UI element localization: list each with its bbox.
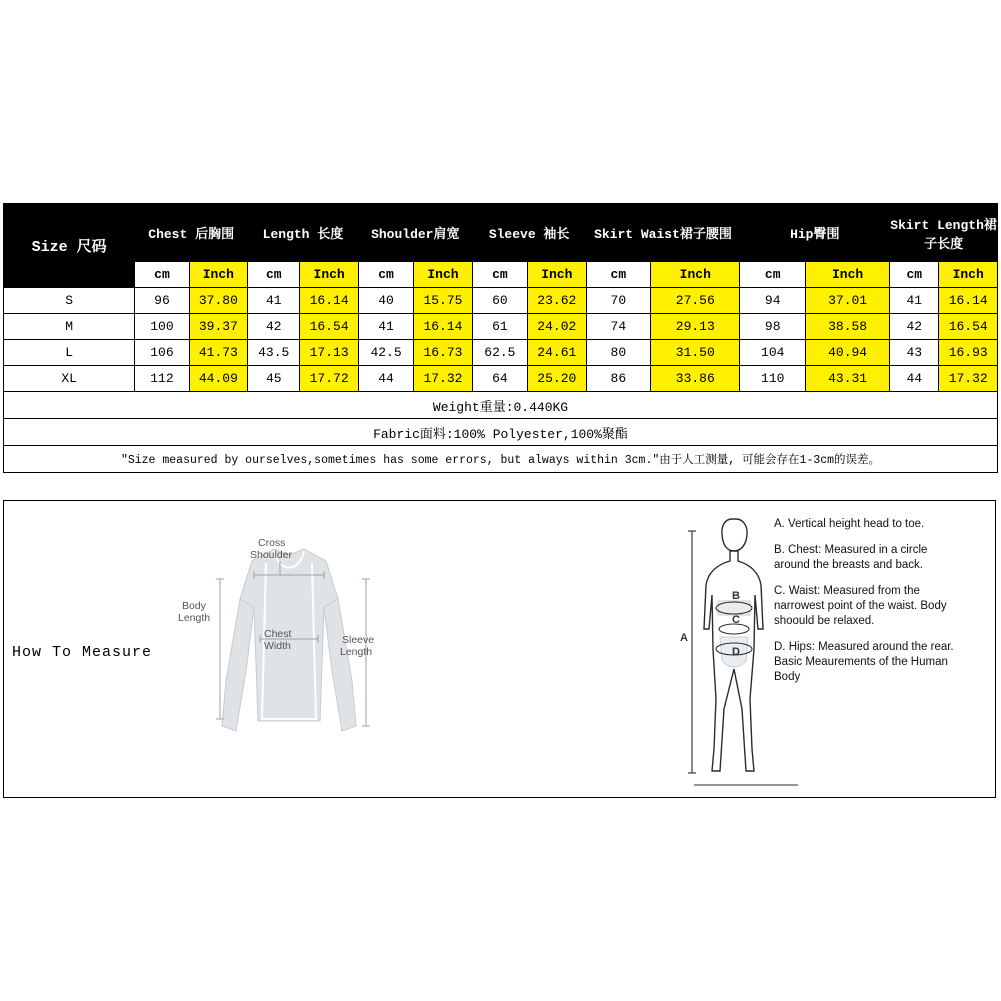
unit-waist-cm: cm bbox=[586, 262, 651, 288]
cell: 17.32 bbox=[414, 366, 472, 392]
cell: 44 bbox=[890, 366, 939, 392]
table-footer-row bbox=[4, 392, 998, 419]
marker-c: C bbox=[732, 614, 740, 626]
cell: 42.5 bbox=[358, 340, 413, 366]
cell: 86 bbox=[586, 366, 651, 392]
body-length-label-line1: Body bbox=[182, 600, 206, 612]
cell: 23.62 bbox=[528, 288, 586, 314]
legend-item-b: B. Chest: Measured in a circle around the breasts and back. bbox=[774, 544, 928, 571]
cell: 25.20 bbox=[528, 366, 586, 392]
cell: 37.80 bbox=[189, 288, 247, 314]
unit-shoulder-inch: Inch bbox=[414, 262, 472, 288]
table-row bbox=[4, 366, 998, 392]
cell: 16.14 bbox=[300, 288, 358, 314]
cell: 24.02 bbox=[528, 314, 586, 340]
cell: 16.14 bbox=[414, 314, 472, 340]
cell: 41 bbox=[248, 288, 300, 314]
cell: 42 bbox=[890, 314, 939, 340]
header-sleeve: Sleeve 袖长 bbox=[472, 204, 586, 262]
header-shoulder: Shoulder肩宽 bbox=[358, 204, 472, 262]
row-size-label: L bbox=[4, 340, 135, 366]
cell: 37.01 bbox=[806, 288, 890, 314]
cell: 98 bbox=[740, 314, 806, 340]
cell: 110 bbox=[740, 366, 806, 392]
cell: 16.54 bbox=[939, 314, 998, 340]
cell: 16.54 bbox=[300, 314, 358, 340]
tolerance-note: "Size measured by ourselves,sometimes has some errors, but always within 3cm."由于人工测量, 可能会存在1-3cm的误差。 bbox=[4, 446, 998, 473]
header-skirt-waist: Skirt Waist裙子腰围 bbox=[586, 204, 740, 262]
unit-length-inch: Inch bbox=[300, 262, 358, 288]
measure-legend bbox=[774, 517, 954, 696]
how-to-measure-panel bbox=[3, 500, 996, 798]
how-to-measure-title: How To Measure bbox=[12, 644, 153, 661]
sleeve-length-label-line1: Sleeve bbox=[342, 634, 375, 646]
cell: 96 bbox=[135, 288, 189, 314]
cell: 44.09 bbox=[189, 366, 247, 392]
cell: 44 bbox=[358, 366, 413, 392]
table-row bbox=[4, 288, 998, 314]
unit-length-cm: cm bbox=[248, 262, 300, 288]
header-chest: Chest 后胸围 bbox=[135, 204, 248, 262]
cell: 43 bbox=[890, 340, 939, 366]
unit-skirtlen-cm: cm bbox=[890, 262, 939, 288]
unit-hip-cm: cm bbox=[740, 262, 806, 288]
header-length: Length 长度 bbox=[248, 204, 359, 262]
header-size: Size 尺码 bbox=[4, 204, 135, 288]
cell: 40 bbox=[358, 288, 413, 314]
size-chart-table-wrap bbox=[3, 203, 998, 473]
cell: 61 bbox=[472, 314, 527, 340]
cell: 60 bbox=[472, 288, 527, 314]
chest-width-label-line1: Chest bbox=[264, 628, 292, 640]
cell: 29.13 bbox=[651, 314, 740, 340]
chest-width-label-line2: Width bbox=[264, 640, 291, 652]
garment-diagram bbox=[174, 521, 404, 781]
cell: 16.93 bbox=[939, 340, 998, 366]
weight-note: Weight重量:0.440KG bbox=[4, 392, 998, 419]
table-row bbox=[4, 340, 998, 366]
cell: 40.94 bbox=[806, 340, 890, 366]
unit-shoulder-cm: cm bbox=[358, 262, 413, 288]
unit-chest-cm: cm bbox=[135, 262, 189, 288]
cell: 106 bbox=[135, 340, 189, 366]
body-length-label-line2: Length bbox=[178, 612, 211, 624]
cell: 27.56 bbox=[651, 288, 740, 314]
cell: 41.73 bbox=[189, 340, 247, 366]
cell: 70 bbox=[586, 288, 651, 314]
cell: 15.75 bbox=[414, 288, 472, 314]
cell: 31.50 bbox=[651, 340, 740, 366]
row-size-label: XL bbox=[4, 366, 135, 392]
unit-hip-inch: Inch bbox=[806, 262, 890, 288]
cell: 17.32 bbox=[939, 366, 998, 392]
legend-item-c: C. Waist: Measured from the narrowest point of the waist. Body shoould be relaxed. bbox=[774, 585, 947, 627]
cell: 74 bbox=[586, 314, 651, 340]
cell: 17.13 bbox=[300, 340, 358, 366]
unit-sleeve-cm: cm bbox=[472, 262, 527, 288]
body-length-measure bbox=[216, 579, 224, 719]
cell: 42 bbox=[248, 314, 300, 340]
cell: 24.61 bbox=[528, 340, 586, 366]
header-skirt-length: Skirt Length裙子长度 bbox=[890, 204, 998, 262]
cell: 62.5 bbox=[472, 340, 527, 366]
cross-shoulder-label-line1: Cross bbox=[258, 537, 286, 549]
cell: 94 bbox=[740, 288, 806, 314]
marker-d: D bbox=[732, 646, 740, 658]
table-footer-row bbox=[4, 446, 998, 473]
header-hip: Hip臀围 bbox=[740, 204, 890, 262]
fabric-note: Fabric面料:100% Polyester,100%聚酯 bbox=[4, 419, 998, 446]
sleeve-length-label-line2: Length bbox=[340, 646, 373, 658]
size-table bbox=[3, 203, 998, 473]
row-size-label: S bbox=[4, 288, 135, 314]
table-row bbox=[4, 314, 998, 340]
cell: 16.14 bbox=[939, 288, 998, 314]
table-unit-row bbox=[4, 262, 998, 288]
cell: 45 bbox=[248, 366, 300, 392]
legend-item-d: D. Hips: Measured around the rear. Basic Meaurements of the Human Body bbox=[774, 641, 954, 683]
unit-chest-inch: Inch bbox=[189, 262, 247, 288]
cell: 38.58 bbox=[806, 314, 890, 340]
cell: 41 bbox=[358, 314, 413, 340]
cell: 41 bbox=[890, 288, 939, 314]
unit-waist-inch: Inch bbox=[651, 262, 740, 288]
cell: 100 bbox=[135, 314, 189, 340]
unit-skirtlen-inch: Inch bbox=[939, 262, 998, 288]
table-header-row bbox=[4, 204, 998, 262]
table-footer-row bbox=[4, 419, 998, 446]
cell: 16.73 bbox=[414, 340, 472, 366]
legend-item-a: A. Vertical height head to toe. bbox=[774, 518, 925, 530]
cell: 80 bbox=[586, 340, 651, 366]
cell: 33.86 bbox=[651, 366, 740, 392]
cell: 43.31 bbox=[806, 366, 890, 392]
cross-shoulder-label-line2: Shoulder bbox=[250, 549, 293, 561]
cell: 104 bbox=[740, 340, 806, 366]
marker-b: B bbox=[732, 590, 740, 602]
marker-a: A bbox=[680, 632, 688, 644]
unit-sleeve-inch: Inch bbox=[528, 262, 586, 288]
cell: 39.37 bbox=[189, 314, 247, 340]
cell: 43.5 bbox=[248, 340, 300, 366]
cell: 17.72 bbox=[300, 366, 358, 392]
cell: 112 bbox=[135, 366, 189, 392]
row-size-label: M bbox=[4, 314, 135, 340]
cell: 64 bbox=[472, 366, 527, 392]
